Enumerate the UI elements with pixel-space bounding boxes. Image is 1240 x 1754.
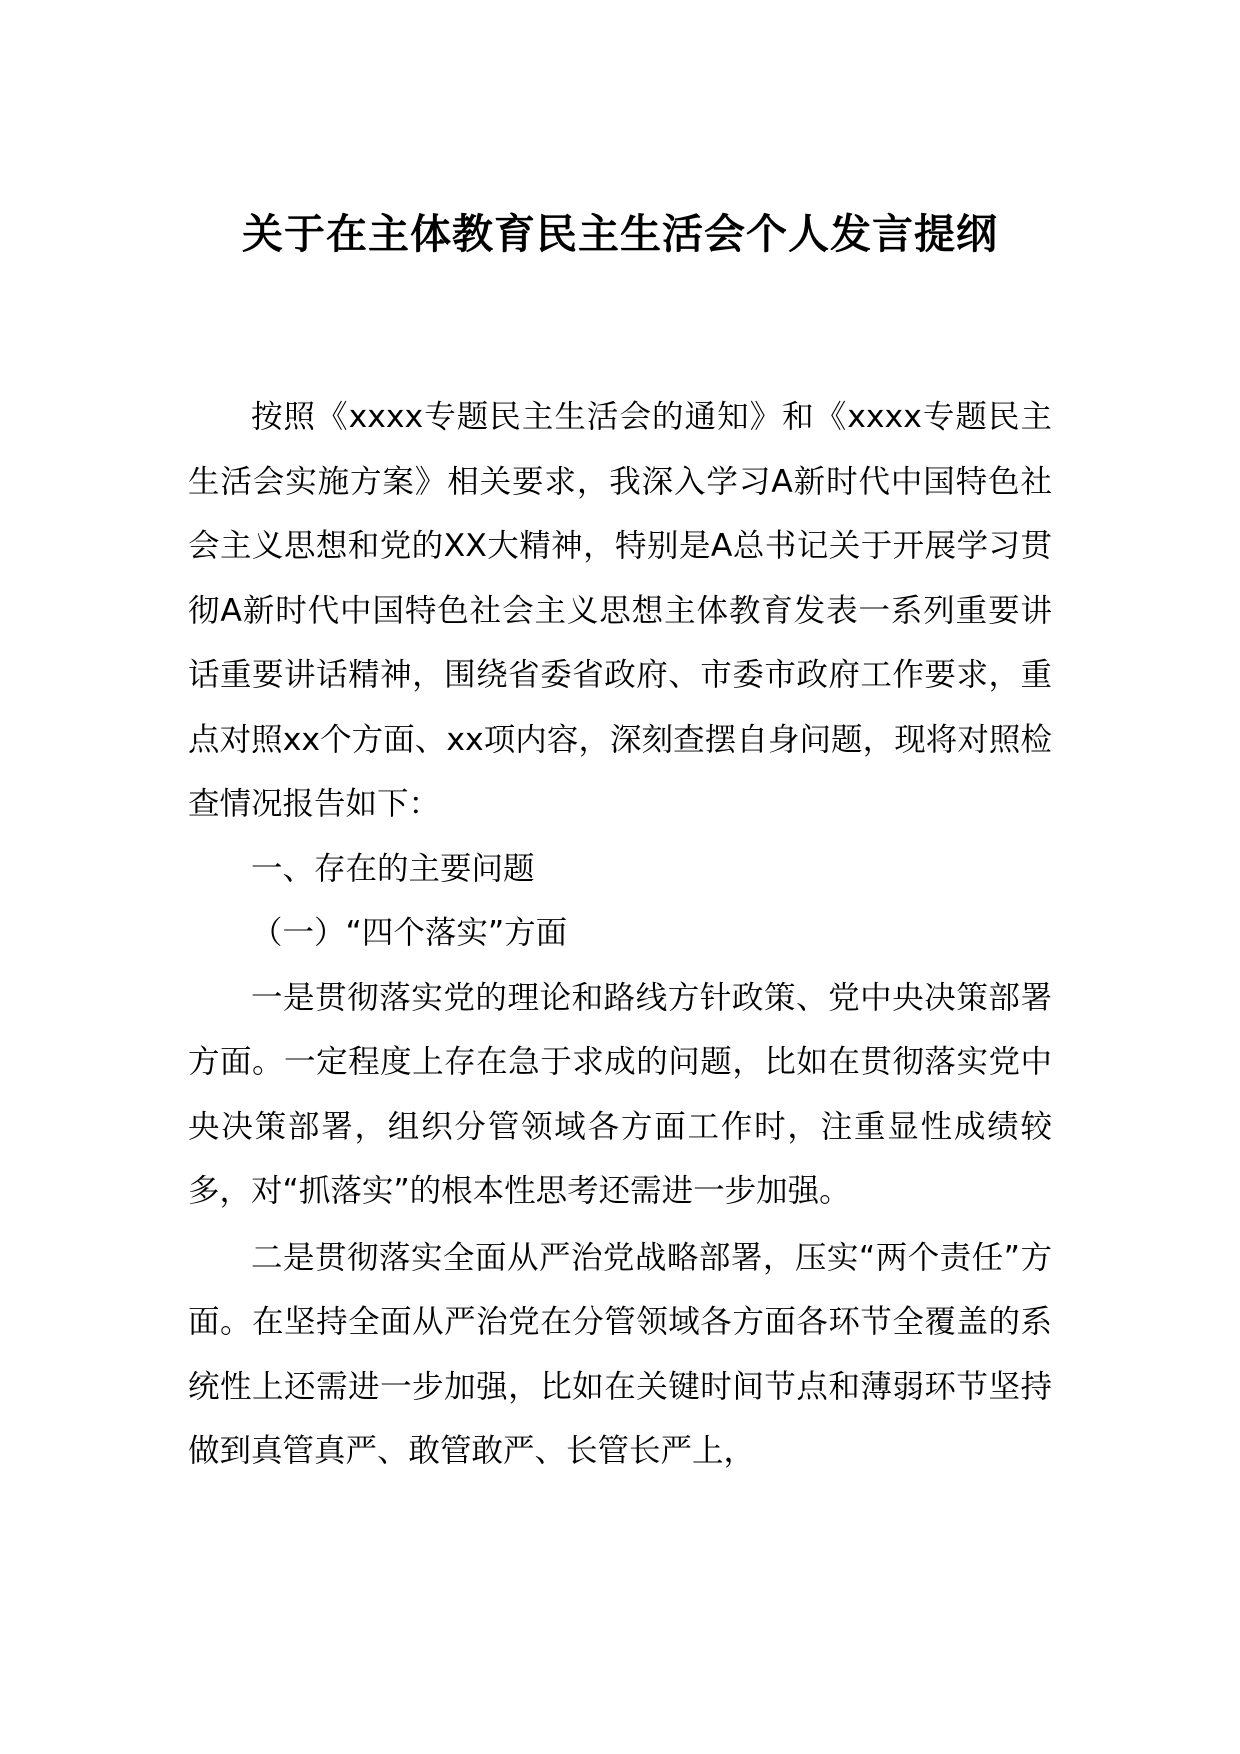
- subsection-heading: （一）“四个落实”方面: [251, 915, 568, 951]
- document-title: 关于在主体教育民主生活会个人发言提纲: [242, 210, 998, 258]
- section-heading: 一、存在的主要问题: [251, 850, 535, 887]
- point-one-paragraph: 一是贯彻落实党的理论和路线方针政策、党中央决策部署方面。一定程度上存在急于求成的问题，比如在贯彻落实党中央决策部署，组织分管领域各方面工作时，注重显性成绩较多，对“抓落实”的根本性思考还需进一步加强。: [188, 979, 1052, 1209]
- intro-paragraph: 按照《xxxx专题民主生活会的通知》和《xxxx专题民主生活会实施方案》相关要求，我深入学习A新时代中国特色社会主义思想和党的XX大精神，特别是A总书记关于开展学习贯彻A新时代中国特色社会主义思想主体教育发表一系列重要讲话重要讲话精神，围绕省委省政府、市委市政府工作要求，重点对照xx个方面、xx项内容，深刻查摆自身问题，现将对照检查情况报告如下：: [188, 399, 1052, 822]
- point-two-paragraph: 二是贯彻落实全面从严治党战略部署，压实“两个责任”方面。在坚持全面从严治党在分管领域各方面各环节全覆盖的系统性上还需进一步加强，比如在关键时间节点和薄弱环节坚持做到真管真严、敢管敢严、长管长严上，: [188, 1239, 1052, 1469]
- document-body: [188, 385, 1052, 1484]
